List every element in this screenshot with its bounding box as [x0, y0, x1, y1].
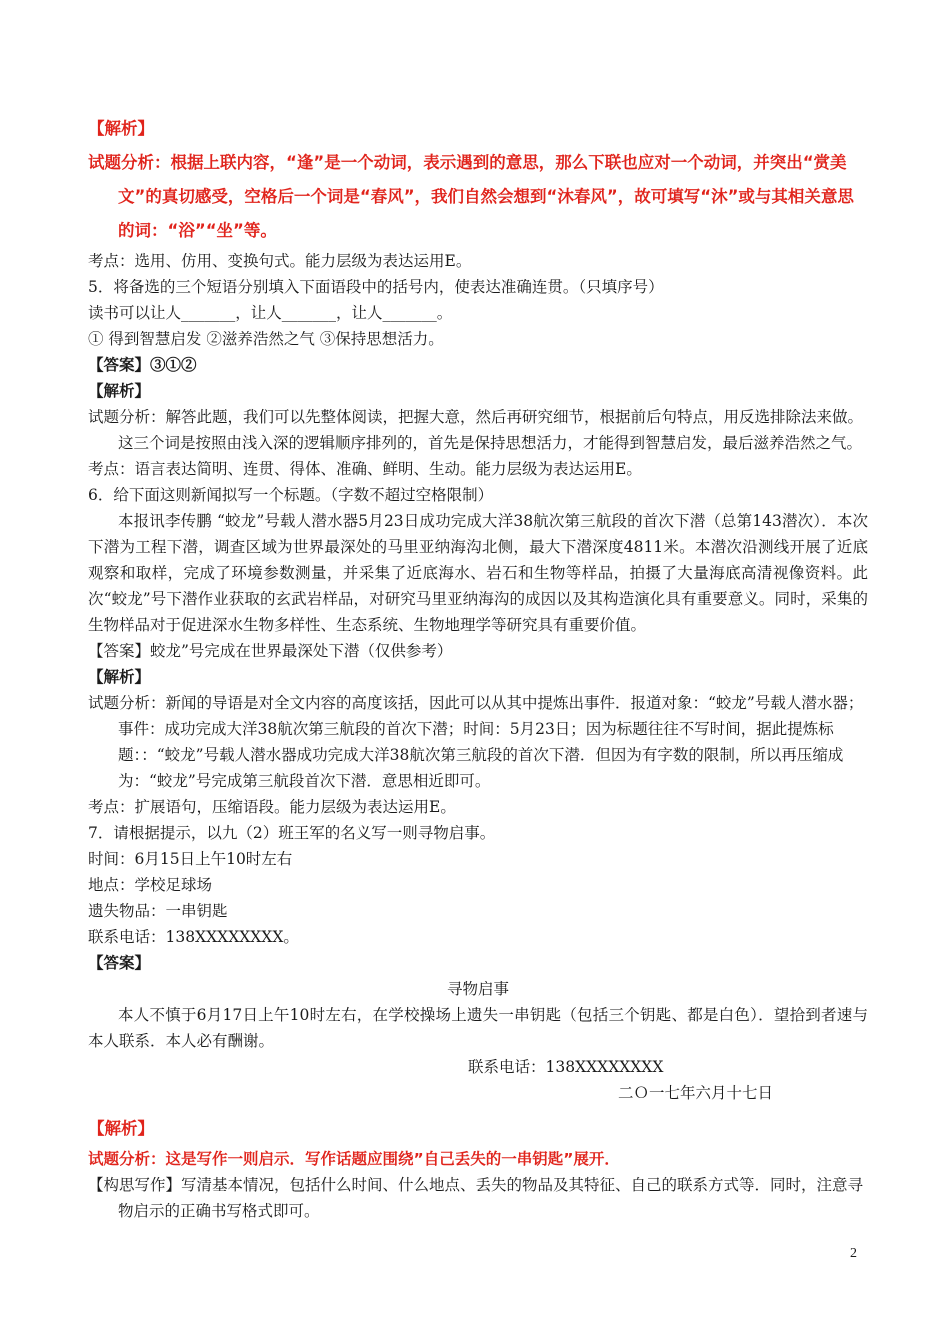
q6-answer: 【答案】蛟龙”号完成在世界最深处下潜（仅供参考）: [88, 642, 453, 660]
q7-jiexi-tag: 【解析】: [88, 1119, 154, 1138]
q7-question: 7．请根据提示，以九（2）班王军的名义写一则寻物启事。: [88, 824, 496, 842]
q5-jiexi-tag: 【解析】: [88, 381, 151, 400]
page-number: 2: [850, 1246, 857, 1261]
q4-kaodian: 考点：选用、仿用、变换句式。能力层级为表达运用E。: [88, 252, 472, 270]
q7-place: 地点：学校足球场: [88, 876, 213, 894]
q7-phone: 联系电话：138XXXXXXXX。: [88, 928, 299, 946]
q7-item: 遗失物品：一串钥匙: [88, 902, 228, 920]
q6-jiexi-tag: 【解析】: [88, 667, 151, 686]
q6-question: 6．给下面这则新闻拟写一个标题。（字数不超过空格限制）: [88, 486, 494, 504]
notice-title: 寻物启事: [446, 980, 509, 998]
q6-news: 本报讯李传鹏 “蛟龙”号载人潜水器5月23日成功完成大洋38航次第三航段的首次下潜（总第143潜次）．本次下潜为工程下潜，调查区域为世界最深处的马里亚纳海沟北侧，最大下潜深度4811米。本潜次沿测线开展了近底观察和取样，完成了环境参数测量，并采集了近底海水、岩石和生物等样品，拍摄了大量海底高清视像资料。此次“蛟龙”号下潜作业获取的玄武岩样品，对研究马里亚纳海沟的成因以及其构造演化具有重要意义。同时，采集的生物样品对于促进深水生物多样性、生态系统、生物地理学等研究具有重要价值。: [88, 512, 868, 634]
q7-gousi: 【构思写作】写清基本情况，包括什么时间、什么地点、丢失的物品及其特征、自己的联系方式等．同时，注意寻物启示的正确书写格式即可。: [88, 1176, 864, 1220]
q5-options: ① 得到智慧启发 ②滋养浩然之气 ③保持思想活力。: [88, 330, 444, 348]
q6-kaodian: 考点：扩展语句，压缩语段。能力层级为表达运用E。: [88, 798, 456, 816]
q4-jiexi-tag: 【解析】: [88, 119, 154, 138]
notice-contact: 联系电话：138XXXXXXXX: [468, 1058, 664, 1076]
q7-answer-tag: 【答案】: [88, 953, 151, 972]
q7-analysis: 试题分析：这是写作一则启示．写作话题应围绕”自己丢失的一串钥匙”展开．: [88, 1150, 620, 1168]
q5-kaodian: 考点：语言表达简明、连贯、得体、准确、鲜明、生动。能力层级为表达运用E。: [88, 460, 642, 478]
q5-question: 5．将备选的三个短语分别填入下面语段中的括号内，使表达准确连贯。（只填序号）: [88, 278, 664, 296]
q5-answer: 【答案】③①②: [88, 355, 197, 374]
q6-analysis: 试题分析：新闻的导语是对全文内容的高度该括，因此可以从其中提炼出事件．报道对象：“蛟龙”号载人潜水器；事件：成功完成大洋38航次第三航段的首次下潜；时间：5月23日；因为标题往往不写时间，据此提炼标题：：“蛟龙”号载人潜水器成功完成大洋38航次第三航段的首次下潜．但因为有字数的限制，所以再压缩成为：“蛟龙”号完成第三航段首次下潜．意思相近即可。: [88, 694, 864, 790]
q4-analysis: 试题分析：根据上联内容，“逢”是一个动词，表示遇到的意思，那么下联也应对一个动词，并突出“赏美文”的真切感受，空格后一个词是“春风”，我们自然会想到“沐春风”，故可填写“沐”或与其相关意思的词：“浴”“坐”等。: [88, 153, 854, 240]
notice-date: 二Ｏ一七年六月十七日: [618, 1084, 774, 1102]
q5-analysis: 试题分析：解答此题，我们可以先整体阅读，把握大意，然后再研究细节，根据前后句特点，用反选排除法来做。这三个词是按照由浅入深的逻辑顺序排列的，首先是保持思想活力，才能得到智慧启发，最后滋养浩然之气。: [88, 408, 864, 452]
page-content: [88, 112, 868, 1224]
q5-sentence: 读书可以让人_______，让人_______，让人_______。: [88, 304, 453, 322]
q7-time: 时间：6月15日上午10时左右: [88, 850, 293, 868]
notice-body: 本人不慎于6月17日上午10时左右，在学校操场上遗失一串钥匙（包括三个钥匙、都是白色）．望拾到者速与本人联系．本人必有酬谢。: [88, 1006, 868, 1050]
